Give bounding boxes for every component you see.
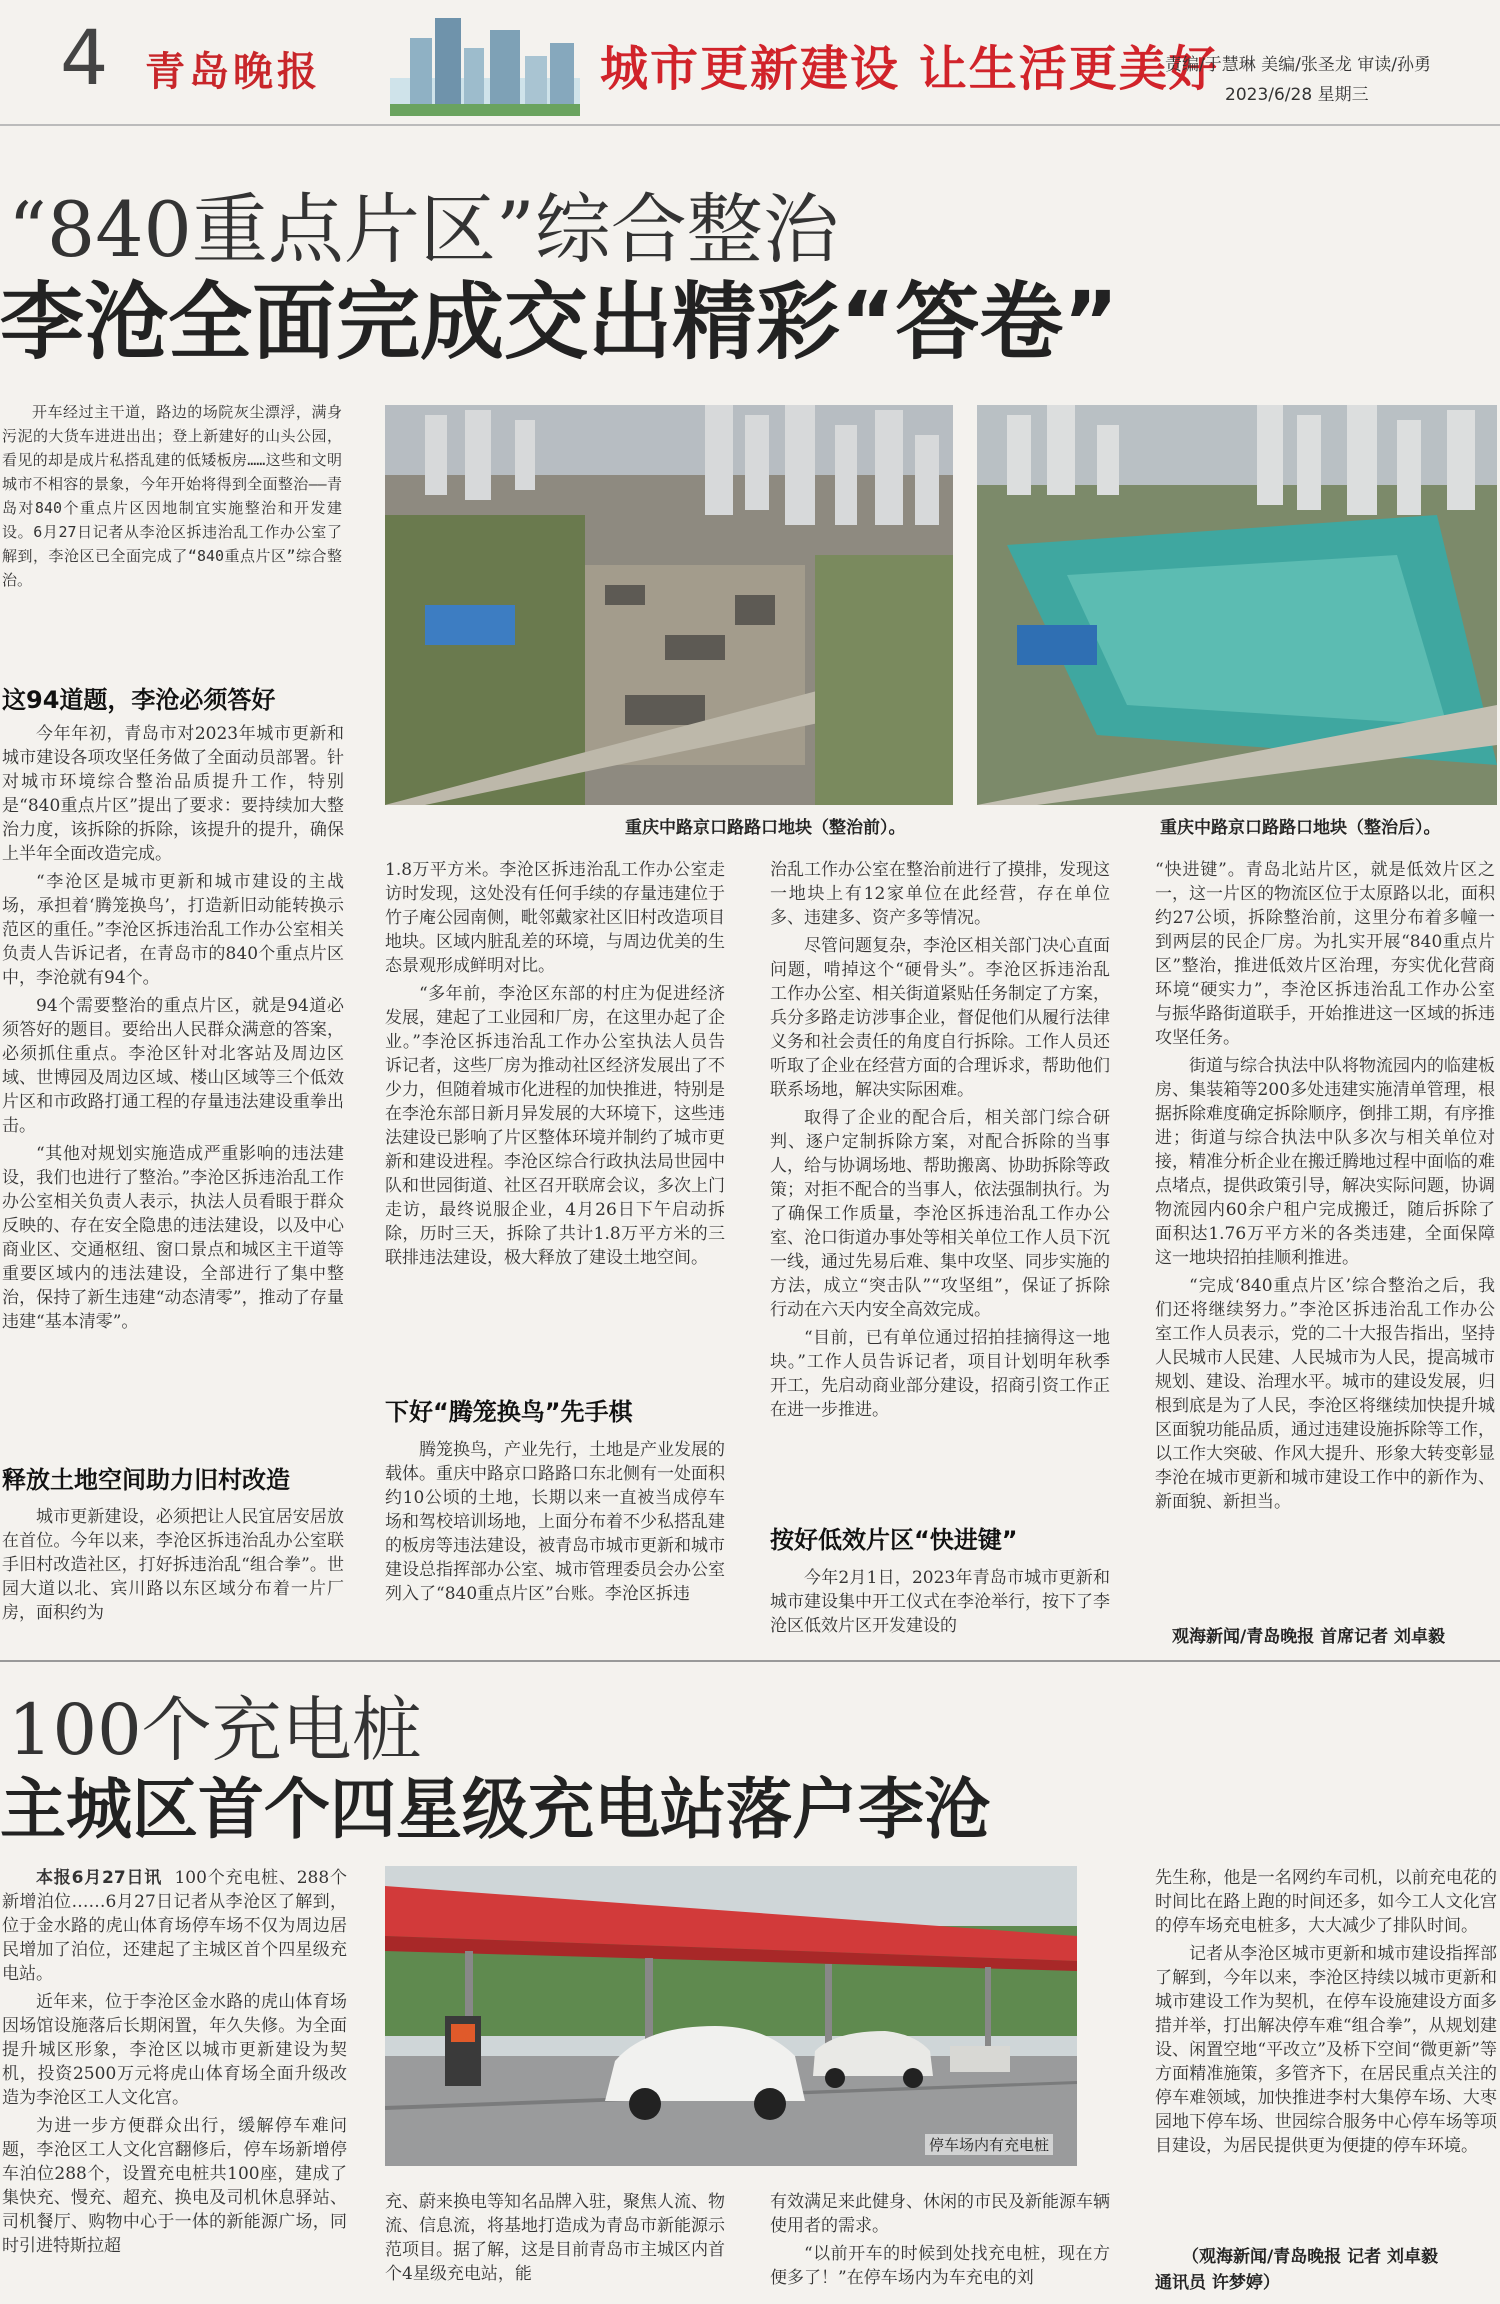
article1-byline: 观海新闻/青岛晚报 首席记者 刘卓毅 xyxy=(1172,1627,1446,1647)
article2-col3 xyxy=(770,2190,1110,2300)
aerial-after-image xyxy=(977,405,1497,805)
editor-credits: 责编/于慧琳 美编/张圣龙 审读/孙勇 xyxy=(1165,55,1431,75)
paragraph: 尽管问题复杂，李沧区相关部门决心直面问题，啃掉这个“硬骨头”。李沧区拆违治乱工作办公室、相关街道紧贴任务制定了方案，兵分多路走访涉事企业，督促他们从履行法律义务和社会责任的角度自行拆除。工作人员还听取了企业在经营方面的合理诉求，帮助他们联系场地，解决实际困难。 xyxy=(770,936,1110,1100)
lead-text: 100个充电桩、288个新增泊位……6月27日记者从李沧区了解到，位于金水路的虎山体育场停车场不仅为周边居民增加了泊位，还建起了主城区首个四星级充电站。 xyxy=(2,1868,347,1984)
paragraph: 今年年初，青岛市对2023年城市更新和城市建设各项攻坚任务做了全面动员部署。针对城市环境综合整治品质提升工作，特别是“840重点片区”提出了要求：要持续加大整治力度，该拆除的拆除，该提升的提升，确保上半年全面改造完成。 xyxy=(2,724,344,864)
page-number: 4 xyxy=(60,13,109,102)
paragraph: “多年前，李沧区东部的村庄为促进经济发展，建起了工业园和厂房，在这里办起了企业。”李沧区拆违治乱工作办公室执法人员告诉记者，这些厂房为推动社区经济发展出了不少力，但随着城市化进程的加快推进，特别是在李沧东部日新月异发展的大环境下，这些违法建设已影响了片区整体环境并制约了城市更新和建设进程。李沧区综合行政执法局世园中队和世园街道、社区召开联席会议，多次上门走访，最终说服企业，4月26日下午启动拆除，历时三天，拆除了共计1.8万平方米的三联排违法建设，极大释放了建设土地空间。 xyxy=(385,984,725,1268)
article1-kicker: “840重点片区”综合整治 xyxy=(8,185,839,274)
photo-charging-caption: 停车场内有充电桩 xyxy=(925,2134,1053,2155)
paragraph: 城市更新建设，必须把让人民宜居安居放在首位。今年以来，李沧区拆违治乱办公室联手旧村改造社区，打好拆违治乱“组合拳”。世园大道以北、宾川路以东区域分布着一片厂房，面积约为 xyxy=(2,1507,344,1623)
skyline-illustration xyxy=(390,8,580,116)
paragraph xyxy=(2,1866,347,1986)
paragraph: 充、蔚来换电等知名品牌入驻，聚焦人流、物流、信息流，将基地打造成为青岛市新能源示范项目。据了解，这是目前青岛市主城区内首个4星级充电站，能 xyxy=(385,2192,725,2284)
article1-col3 xyxy=(770,858,1110,1508)
paragraph: 近年来，位于李沧区金水路的虎山体育场因场馆设施落后长期闲置，年久失修。为全面提升城区形象，李沧区以城市更新建设为契机，投资2500万元将虎山体育场全面升级改造为李沧区工人文化宫。 xyxy=(2,1992,347,2108)
photo-after-caption: 重庆中路京口路路口地块（整治后）。 xyxy=(1160,818,1441,838)
paragraph: 街道与综合执法中队将物流园内的临建板房、集装箱等200多处违建实施清单管理，根据拆除难度确定拆除顺序，倒排工期，有序推进；街道与综合执法中队多次与相关单位对接，精准分析企业在搬迁腾地过程中面临的难点堵点，提供政策引导，解决实际问题，协调物流园内60余户租户完成搬迁，随后拆除了面积达1.76万平方米的各类违建，全面保障这一地块招拍挂顺利推进。 xyxy=(1155,1056,1495,1268)
article2-col4 xyxy=(1155,1866,1497,2236)
dateline: 本报6月27日讯 xyxy=(36,1868,163,1888)
article2-byline-cont: 通讯员 许梦婷） xyxy=(1155,2273,1280,2293)
article2-col2 xyxy=(385,2190,725,2300)
paragraph: “快进键”。青岛北站片区，就是低效片区之一，这一片区的物流区位于太原路以北，面积约27公顷，拆除整治前，这里分布着多幢一到两层的民企厂房。为扎实开展“840重点片区”整治，推进低效片区治理，夯实优化营商环境“硬实力”，李沧区拆违治乱工作办公室与振华路街道联手，开始推进这一区域的拆违攻坚任务。 xyxy=(1155,860,1495,1048)
paragraph: “完成‘840重点片区’综合整治之后，我们还将继续努力。”李沧区拆违治乱工作办公室工作人员表示，党的二十大报告指出，坚持人民城市人民建、人民城市为人民，提高城市规划、建设、治理水平。城市的建设发展，归根到底是为了人民，李沧区将继续加快提升城区面貌功能品质，通过违建设施拆除等工作，以工作大突破、作风大提升、形象大转变彰显李沧在城市更新和城市建设工作中的新作为、新面貌、新担当。 xyxy=(1155,1276,1495,1512)
article2-col1 xyxy=(2,1866,347,2300)
article2-headline: 主城区首个四星级充电站落户李沧 xyxy=(0,1771,990,1848)
paragraph: “其他对规划实施造成严重影响的违法建设，我们也进行了整治。”李沧区拆违治乱工作办公室相关负责人表示，执法人员看眼于群众反映的、存在安全隐患的违法建设，以及中心商业区、交通枢纽、窗口景点和城区主干道等重要区域内的违法建设，全部进行了集中整治，保持了新生违建“动态清零”，推动了存量违建“基本清零”。 xyxy=(2,1144,344,1332)
article-divider xyxy=(0,1660,1500,1662)
article1-lead xyxy=(2,400,342,662)
paragraph: “李沧区是城市更新和城市建设的主战场，承担着‘腾笼换鸟’，打造新旧动能转换示范区的重任。”李沧区拆违治乱工作办公室相关负责人告诉记者，在青岛市的840个重点片区中，李沧就有94个。 xyxy=(2,872,344,988)
newspaper-logo: 青岛晚报 xyxy=(145,48,321,95)
article1-col2b xyxy=(385,1438,725,1648)
paragraph: 腾笼换鸟，产业先行，土地是产业发展的载体。重庆中路京口路路口东北侧有一处面积约10公顷的土地，长期以来一直被当成停车场和驾校培训场地，上面分布着不少私搭乱建的板房等违法建设，被青岛市城市更新和城市建设总指挥部办公室、城市管理委员会办公室列入了“840重点片区”台账。李沧区拆违 xyxy=(385,1440,725,1604)
paragraph: “以前开车的时候到处找充电桩，现在方便多了！”在停车场内为车充电的刘 xyxy=(770,2244,1110,2288)
paragraph: “目前，已有单位通过招拍挂摘得这一地块。”工作人员告诉记者，项目计划明年秋季开工，先启动商业部分建设，招商引资工作正在进一步推进。 xyxy=(770,1328,1110,1420)
paragraph: 记者从李沧区城市更新和城市建设指挥部了解到，今年以来，李沧区持续以城市更新和城市建设工作为契机，在停车设施建设方面多措并举，打出解决停车难“组合拳”，从规划建设、闲置空地“平改立”及桥下空间“微更新”等方面精准施策，多管齐下，在居民重点关注的停车难领域，加快推进李村大集停车场、大枣园地下停车场、世园综合服务中心停车场等项目建设，为居民提供更为便捷的停车环境。 xyxy=(1155,1944,1497,2156)
publication-date: 2023/6/28 星期三 xyxy=(1225,85,1369,105)
photo-before-caption: 重庆中路京口路路口地块（整治前）。 xyxy=(625,818,906,838)
paragraph: 有效满足来此健身、休闲的市民及新能源车辆使用者的需求。 xyxy=(770,2192,1110,2236)
article1-col3b xyxy=(770,1566,1110,1646)
photo-after xyxy=(977,405,1497,805)
paragraph: 为进一步方便群众出行，缓解停车难问题，李沧区工人文化宫翻修后，停车场新增停车泊位288个，设置充电桩共100座，建成了集快充、慢充、超充、换电及司机休息驿站、司机餐厅、购物中心于一体的新能源广场，同时引进特斯拉超 xyxy=(2,2116,347,2256)
article1-col1 xyxy=(2,722,344,1442)
article1-headline: 李沧全面完成交出精彩“答卷” xyxy=(0,273,1119,371)
article2-kicker: 100个充电桩 xyxy=(8,1689,422,1771)
photo-charging-station xyxy=(385,1866,1077,2166)
subhead-tenglong: 下好“腾笼换鸟”先手棋 xyxy=(385,1398,633,1426)
subhead-94: 这94道题，李沧必须答好 xyxy=(2,686,276,714)
paragraph: 取得了企业的配合后，相关部门综合研判、逐户定制拆除方案，对配合拆除的当事人，给与协调场地、帮助搬离、协助拆除等政策；对拒不配合的当事人，依法强制执行。为了确保工作质量，李沧区拆违治乱工作办公室、沧口街道办事处等相关单位工作人员下沉一线，通过先易后难、集中攻坚、同步实施的方法，成立“突击队”“攻坚组”，保证了拆除行动在六天内安全高效完成。 xyxy=(770,1108,1110,1320)
article1-col2 xyxy=(385,858,725,1388)
charging-station-image xyxy=(385,1866,1077,2166)
paragraph: 先生称，他是一名网约车司机，以前充电花的时间比在路上跑的时间还多，如今工人文化宫的停车场充电桩多，大大减少了排队时间。 xyxy=(1155,1868,1497,1936)
paragraph: 94个需要整治的重点片区，就是94道必须答好的题目。要给出人民群众满意的答案，必须抓住重点。李沧区针对北客站及周边区域、世博园及周边区域、楼山区域等三个低效片区和市政路打通工程的存量违法建设重拳出击。 xyxy=(2,996,344,1136)
section-slogan: 城市更新建设 让生活更美好 xyxy=(600,41,1219,97)
subhead-land: 释放土地空间助力旧村改造 xyxy=(2,1466,290,1494)
article1-col4 xyxy=(1155,858,1495,1618)
paragraph: 1.8万平方米。李沧区拆违治乱工作办公室走访时发现，这处没有任何手续的存量违建位于竹子庵公园南侧，毗邻戴家社区旧村改造项目地块。区域内脏乱差的环境，与周边优美的生态景观形成鲜明对比。 xyxy=(385,860,725,976)
aerial-before-image xyxy=(385,405,953,805)
paragraph: 治乱工作办公室在整治前进行了摸排，发现这一地块上有12家单位在此经营，存在单位多、违建多、资产多等情况。 xyxy=(770,860,1110,928)
article2-byline: （观海新闻/青岛晚报 记者 刘卓毅 xyxy=(1182,2247,1439,2267)
paragraph: 今年2月1日，2023年青岛市城市更新和城市建设集中开工仪式在李沧举行，按下了李沧区低效片区开发建设的 xyxy=(770,1568,1110,1636)
masthead-divider xyxy=(0,124,1500,126)
photo-before xyxy=(385,405,953,805)
lead-paragraph: 开车经过主干道，路边的场院灰尘漂浮，满身污泥的大货车进进出出；登上新建好的山头公园，看见的却是成片私搭乱建的低矮板房……这些和文明城市不相容的景象，今年开始将得到全面整治——青岛对840个重点片区因地制宜实施整治和开发建设。6月27日记者从李沧区拆违治乱工作办公室了解到，李沧区已全面完成了“840重点片区”综合整治。 xyxy=(2,403,342,589)
article1-col1b xyxy=(2,1505,344,1645)
subhead-kuaijin: 按好低效片区“快进键” xyxy=(770,1526,1018,1554)
